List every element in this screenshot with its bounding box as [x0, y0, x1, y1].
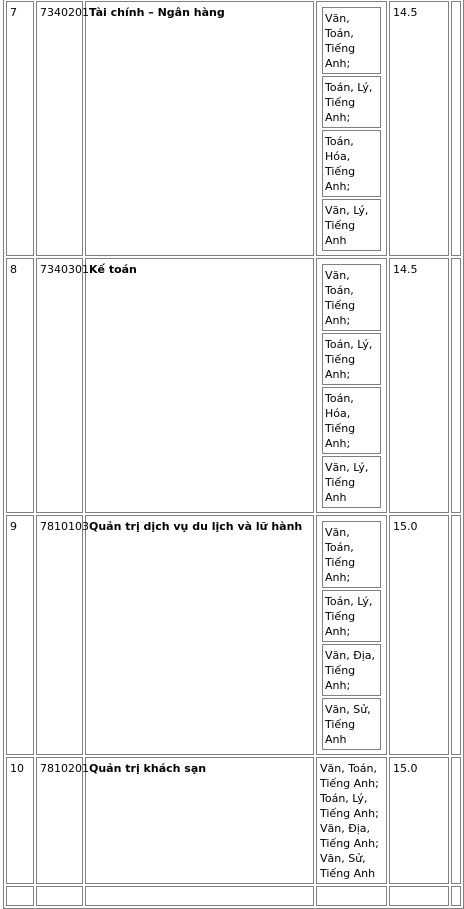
subject-groups-cell — [316, 886, 387, 906]
major-name: Quản trị dịch vụ du lịch và lữ hành — [85, 515, 314, 755]
major-name: Quản trị khách sạn — [85, 757, 314, 884]
subject-groups-cell — [316, 1, 387, 256]
subject-groups-cell — [316, 258, 387, 513]
subject-line: Tiếng Anh; — [320, 807, 379, 820]
major-name: Kế toán — [85, 258, 314, 513]
subject-line: Toán, Lý, — [325, 81, 373, 94]
subject-groups-cell — [316, 757, 387, 884]
major-code — [36, 886, 83, 906]
subject-group — [322, 590, 381, 642]
subject-line: Tiếng Anh; — [325, 165, 356, 193]
subject-line: Văn, Sử, — [325, 703, 371, 716]
row-number — [6, 886, 34, 906]
subject-line: Tiếng Anh; — [325, 353, 356, 381]
subject-group — [322, 264, 381, 331]
table-row — [6, 515, 461, 755]
empty-cell — [451, 258, 461, 513]
admissions-table — [3, 0, 464, 909]
subject-line: Toán, Lý, — [325, 595, 373, 608]
row-number: 9 — [6, 515, 34, 755]
subject-group — [322, 76, 381, 128]
subject-line: Văn, Toán, — [320, 762, 378, 775]
empty-cell — [451, 515, 461, 755]
row-number: 8 — [6, 258, 34, 513]
empty-cell — [451, 1, 461, 256]
subject-line: Văn, Toán, — [325, 12, 354, 40]
subject-line: Tiếng Anh; — [320, 837, 379, 850]
table-row — [6, 886, 461, 906]
major-code: 7810103 — [36, 515, 83, 755]
subject-group — [322, 456, 381, 508]
table-row — [6, 757, 461, 884]
benchmark-score: 14.5 — [389, 1, 449, 256]
major-code: 7340201 — [36, 1, 83, 256]
subject-line: Tiếng Anh; — [325, 664, 356, 692]
subject-line: Toán, Lý, — [320, 792, 368, 805]
subject-line: Văn, Lý, — [325, 461, 369, 474]
subject-line: Văn, Địa, — [320, 822, 371, 835]
subject-line: Văn, Sử, — [320, 852, 366, 865]
subject-group — [322, 333, 381, 385]
major-code: 7810201 — [36, 757, 83, 884]
subject-line: Văn, Toán, — [325, 526, 354, 554]
empty-cell — [451, 757, 461, 884]
subject-line: Tiếng Anh — [325, 476, 356, 504]
subject-line: Tiếng Anh; — [325, 96, 356, 124]
subject-group — [322, 130, 381, 197]
benchmark-score: 14.5 — [389, 258, 449, 513]
subject-line: Tiếng Anh; — [325, 42, 356, 70]
subject-line: Toán, Hóa, — [325, 135, 354, 163]
subject-groups — [320, 519, 383, 752]
major-name — [85, 886, 314, 906]
major-code: 7340301 — [36, 258, 83, 513]
major-name: Tài chính – Ngân hàng — [85, 1, 314, 256]
subject-line: Văn, Lý, — [325, 204, 369, 217]
subject-group — [322, 698, 381, 750]
subject-line: Toán, Hóa, — [325, 392, 354, 420]
subject-line: Tiếng Anh; — [325, 610, 356, 638]
subject-line: Tiếng Anh — [325, 718, 356, 746]
table-row — [6, 1, 461, 256]
subject-groups — [320, 5, 383, 253]
subject-group — [322, 7, 381, 74]
subject-line: Văn, Địa, — [325, 649, 376, 662]
admissions-table-container — [3, 0, 451, 880]
subject-groups-cell — [316, 515, 387, 755]
subject-line: Tiếng Anh; — [320, 777, 379, 790]
subject-group — [322, 199, 381, 251]
subject-line: Tiếng Anh — [320, 867, 376, 880]
subject-group — [322, 521, 381, 588]
subject-line: Tiếng Anh; — [325, 556, 356, 584]
subject-group — [322, 387, 381, 454]
subject-line: Toán, Lý, — [325, 338, 373, 351]
subject-line: Tiếng Anh — [325, 219, 356, 247]
subject-line: Văn, Toán, — [325, 269, 354, 297]
row-number: 7 — [6, 1, 34, 256]
benchmark-score — [389, 886, 449, 906]
table-row — [6, 258, 461, 513]
row-number: 10 — [6, 757, 34, 884]
subject-group — [322, 644, 381, 696]
benchmark-score: 15.0 — [389, 515, 449, 755]
subject-line: Tiếng Anh; — [325, 422, 356, 450]
subject-groups — [320, 262, 383, 510]
benchmark-score: 15.0 — [389, 757, 449, 884]
empty-cell — [451, 886, 461, 906]
subject-line: Tiếng Anh; — [325, 299, 356, 327]
